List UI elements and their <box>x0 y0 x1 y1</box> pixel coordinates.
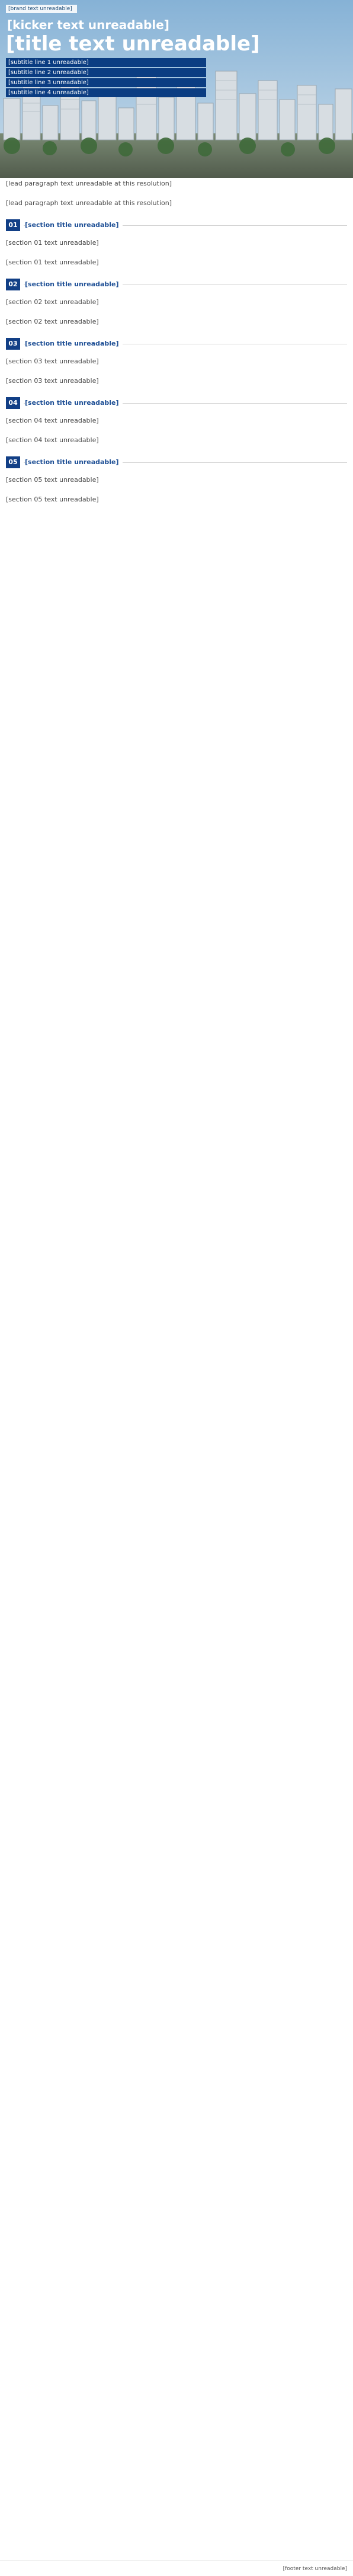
section-header <box>6 397 347 409</box>
section-paragraph: [section 02 text unreadable] <box>6 318 99 325</box>
lead-paragraph: [lead paragraph text unreadable at this resolution] <box>6 180 172 187</box>
brand-label: [brand text unreadable] <box>6 5 77 13</box>
section-title: [section title unreadable] <box>25 456 123 468</box>
section-paragraph: [section 05 text unreadable] <box>6 496 99 503</box>
section-paragraph: [section 03 text unreadable] <box>6 377 99 385</box>
section-number-badge: 02 <box>6 279 20 290</box>
section-header <box>6 456 347 468</box>
headline-kicker: [kicker text unreadable] <box>7 18 169 32</box>
section-number-badge: 05 <box>6 456 20 468</box>
section-paragraph: [section 01 text unreadable] <box>6 258 99 266</box>
section-paragraph: [section 04 text unreadable] <box>6 417 99 424</box>
summary-line: [subtitle line 1 unreadable] <box>6 58 206 67</box>
section-header <box>6 279 347 290</box>
lead-paragraph: [lead paragraph text unreadable at this resolution] <box>6 199 172 207</box>
headline-summary-box <box>6 58 206 98</box>
footer-credit: [footer text unreadable] <box>283 2566 347 2572</box>
section-title: [section title unreadable] <box>25 397 123 409</box>
section-paragraph: [section 04 text unreadable] <box>6 436 99 444</box>
section-header <box>6 338 347 350</box>
section-number-badge: 01 <box>6 219 20 231</box>
section-title: [section title unreadable] <box>25 219 123 231</box>
summary-line: [subtitle line 2 unreadable] <box>6 68 206 77</box>
section-title: [section title unreadable] <box>25 279 123 290</box>
section-header <box>6 219 347 231</box>
section-paragraph: [section 05 text unreadable] <box>6 476 99 484</box>
article-body <box>0 178 353 513</box>
summary-line: [subtitle line 4 unreadable] <box>6 88 206 97</box>
section-paragraph: [section 02 text unreadable] <box>6 298 99 306</box>
section-paragraph: [section 03 text unreadable] <box>6 357 99 365</box>
header-photo <box>0 0 353 178</box>
section-number-badge: 04 <box>6 397 20 409</box>
section-number-badge: 03 <box>6 338 20 350</box>
headline-title: [title text unreadable] <box>6 32 260 56</box>
section-title: [section title unreadable] <box>25 338 123 350</box>
section-paragraph: [section 01 text unreadable] <box>6 239 99 247</box>
summary-line: [subtitle line 3 unreadable] <box>6 78 206 87</box>
footer <box>0 2561 353 2576</box>
